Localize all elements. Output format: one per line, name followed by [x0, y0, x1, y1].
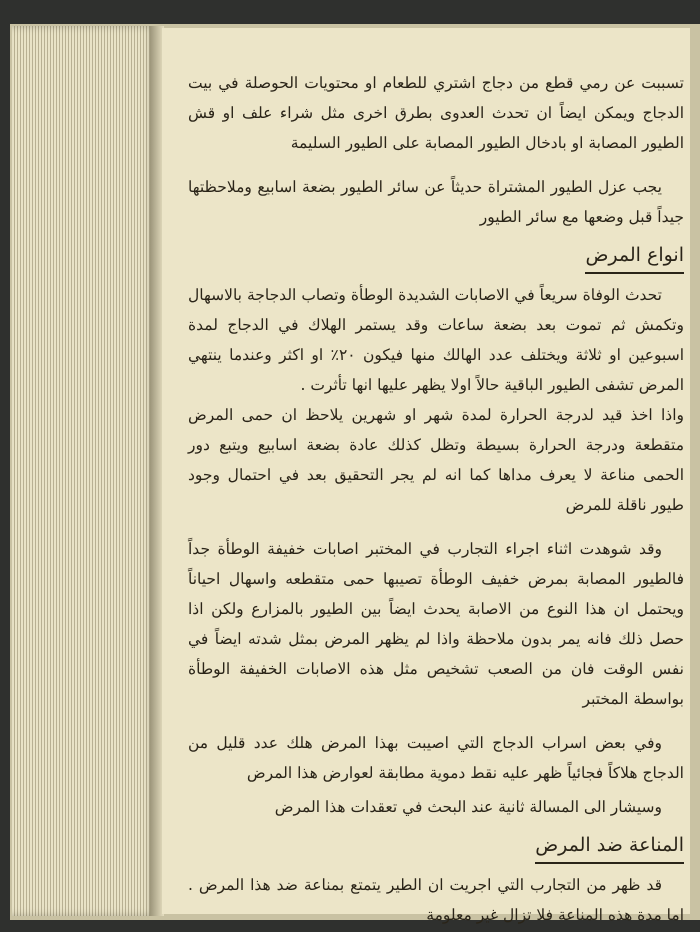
intro-paragraph-2: يجب عزل الطيور المشتراة حديثاً عن سائر الطيور بضعة اسابيع وملاحظتها جيداً قبل وضعها مع سائر الطيور	[188, 178, 684, 226]
immunity-paragraph-1: قد ظهر من التجارب التي اجريت ان الطير يتمتع بمناعة ضد هذا المرض . اما مدة هذه المناعة فلا تزال غير معلومة	[188, 876, 684, 924]
types-paragraph-4: وفي بعض اسراب الدجاج التي اصيبت بهذا المرض هلك عدد قليل من الدجاج هلاكاً فجائياً ظهر عليه نقط دموية مطابقة لعوارض هذا المرض	[188, 734, 684, 782]
section-heading-immunity: المناعة ضد المرض	[535, 830, 684, 864]
types-paragraph-1: تحدث الوفاة سريعاً في الاصابات الشديدة الوطأة وتصاب الدجاجة بالاسهال وتكمش ثم تموت بعد بضعة ساعات وقد يستمر الهلاك في الدجاج لمدة اسبوعين او ثلاثة ويختلف عدد الهالك منها فيكون ٢٠٪ او اكثر وعندما ينتهي المرض تشفى الطيور الباقية حالاً اولا يظهر عليها انها تأثرت .	[188, 286, 685, 394]
types-paragraph-2: واذا اخذ قيد لدرجة الحرارة لمدة شهر او شهرين يلاحظ ان حمى المرض متقطعة ودرجة الحرارة بسيطة وتظل كذلك عادة بضعة اسابيع ويتبع دور الحمى مناعة لا يعرف مداها كما انه لم يجر التحقيق بعد في احتمال وجود طيور ناقلة للمرض	[188, 406, 684, 514]
section-heading-types: انواع المرض	[585, 240, 684, 274]
page-stack-left	[12, 26, 157, 916]
types-paragraph-3: وقد شوهدت اثناء اجراء التجارب في المختبر اصابات خفيفة الوطأة جداً فالطيور المصابة بمرض خفيف الوطأة تصيبها حمى متقطعه واسهال احياناً ويحتمل ان هذا النوع من الاصابة يحدث ايضاً بين الطيور بالمزارع ولكن اذا حصل ذلك فانه يمر بدون ملاحظة واذا لم يظهر المرض بمثل شدته ايضاً في نفس الوقت فان من الصعب تشخيص مثل هذه الاصابات الخفيفة الوطأة بواسطة المختبر	[188, 540, 684, 708]
types-paragraph-5: وسيشار الى المسالة ثانية عند البحث في تعقدات هذا المرض	[274, 798, 662, 816]
page-text	[188, 68, 684, 930]
intro-paragraph-1: تسببت عن رمي قطع من دجاج اشتري للطعام او محتويات الحوصلة في بيت الدجاج ويمكن ايضاً ان تحدث العدوى بطرق اخرى مثل شراء علف او قش الطيور المصابة او بادخال الطيور المصابة على الطيور السليمة	[188, 74, 684, 152]
